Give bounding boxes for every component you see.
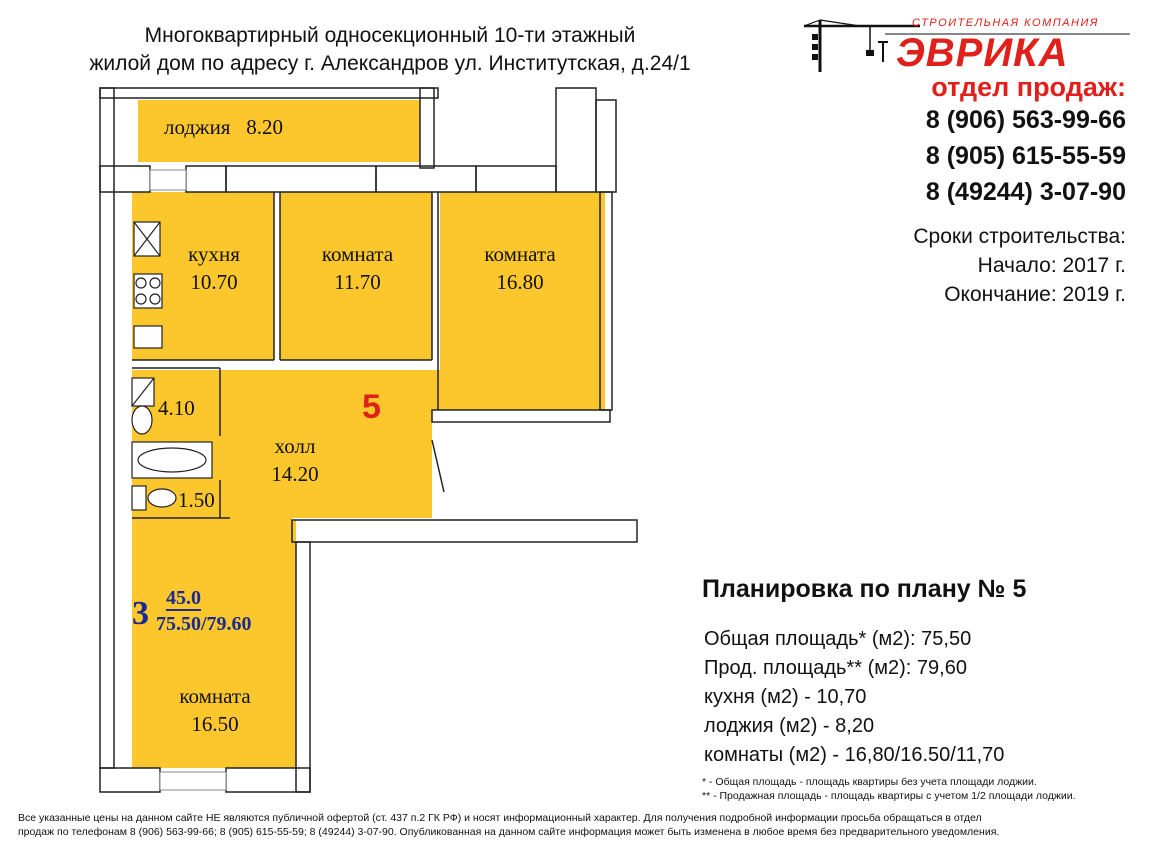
room3-area: 16.50 [191, 712, 239, 736]
sales-title: отдел продаж: [931, 72, 1126, 102]
phone-2[interactable]: 8 (905) 615-55-59 [925, 142, 1126, 170]
logo-tagline: СТРОИТЕЛЬНАЯ КОМПАНИЯ [912, 17, 1099, 29]
plan-title: Планировка по плану № 5 [702, 575, 1027, 603]
hall-area: 14.20 [271, 462, 319, 486]
loggia-area: 8.20 [246, 115, 283, 139]
room-loggia [164, 113, 404, 141]
room2-area: 16.80 [496, 270, 544, 294]
spec-line-total: Общая площадь* (м2): 75,50 [704, 628, 972, 650]
disclaimer-line2: продаж по телефонам 8 (906) 563-99-66; 8 (905) 615-55-59; 8 (49244) 3-07-90. Опубликованная на данном сайте информация может быть изменена в любое время без предварительного уведомления. [18, 826, 1000, 838]
room-count: 3 [132, 595, 149, 632]
footnote-1: * - Общая площадь - площадь квартиры без учета площади лоджии. [702, 776, 1037, 788]
living-area: 45.0 [166, 587, 201, 609]
hall-name: холл [274, 434, 316, 458]
terms-title: Сроки строительства: [913, 225, 1126, 248]
wc [178, 486, 238, 514]
room-3 [140, 682, 290, 738]
room-2 [440, 240, 600, 296]
loggia-name: лоджия [164, 115, 231, 139]
disclaimer [18, 811, 1138, 839]
room-kitchen [160, 240, 268, 296]
kitchen-name: кухня [188, 242, 240, 266]
bath-area: 4.10 [158, 396, 195, 420]
logo-name: ЭВРИКА [896, 31, 1069, 75]
kitchen-area: 10.70 [190, 270, 238, 294]
footnote-2: ** - Продажная площадь - площадь квартиры с учетом 1/2 площади лоджии. [702, 790, 1076, 802]
spec-line-rooms: комнаты (м2) - 16,80/16.50/11,70 [704, 744, 1005, 766]
disclaimer-line1: Все указанные цены на данном сайте НЕ являются публичной офертой (ст. 437 п.2 ГК РФ) и носят информационный характер. Для получения подробной информации просьба обращаться в отдел [18, 812, 982, 824]
wc-area: 1.50 [178, 488, 215, 512]
room3-name: комната [179, 684, 251, 708]
bathroom [158, 394, 218, 422]
spec-line-kitchen: кухня (м2) - 10,70 [704, 686, 867, 708]
room-1 [285, 240, 430, 296]
footnotes [702, 775, 1076, 803]
building-description-line2: жилой дом по адресу г. Александров ул. Институтская, д.24/1 [89, 52, 691, 75]
flat-number: 5 [362, 388, 381, 426]
room1-area: 11.70 [334, 270, 381, 294]
terms-start: Начало: 2017 г. [977, 254, 1126, 277]
plan-specs [704, 625, 1004, 770]
room2-name: комната [484, 242, 556, 266]
spec-line-loggia: лоджия (м2) - 8,20 [704, 715, 875, 737]
building-description-line1: Многоквартирный односекционный 10-ти этажный [144, 24, 636, 47]
room1-name: комната [321, 242, 394, 266]
room-hall [240, 432, 350, 488]
terms-end: Окончание: 2019 г. [944, 283, 1126, 306]
phone-1[interactable]: 8 (906) 563-99-66 [925, 106, 1126, 134]
total-areas: 75.50/79.60 [156, 613, 252, 635]
phone-3[interactable]: 8 (49244) 3-07-90 [925, 178, 1126, 206]
spec-line-sale: Прод. площадь** (м2): 79,60 [704, 657, 967, 679]
